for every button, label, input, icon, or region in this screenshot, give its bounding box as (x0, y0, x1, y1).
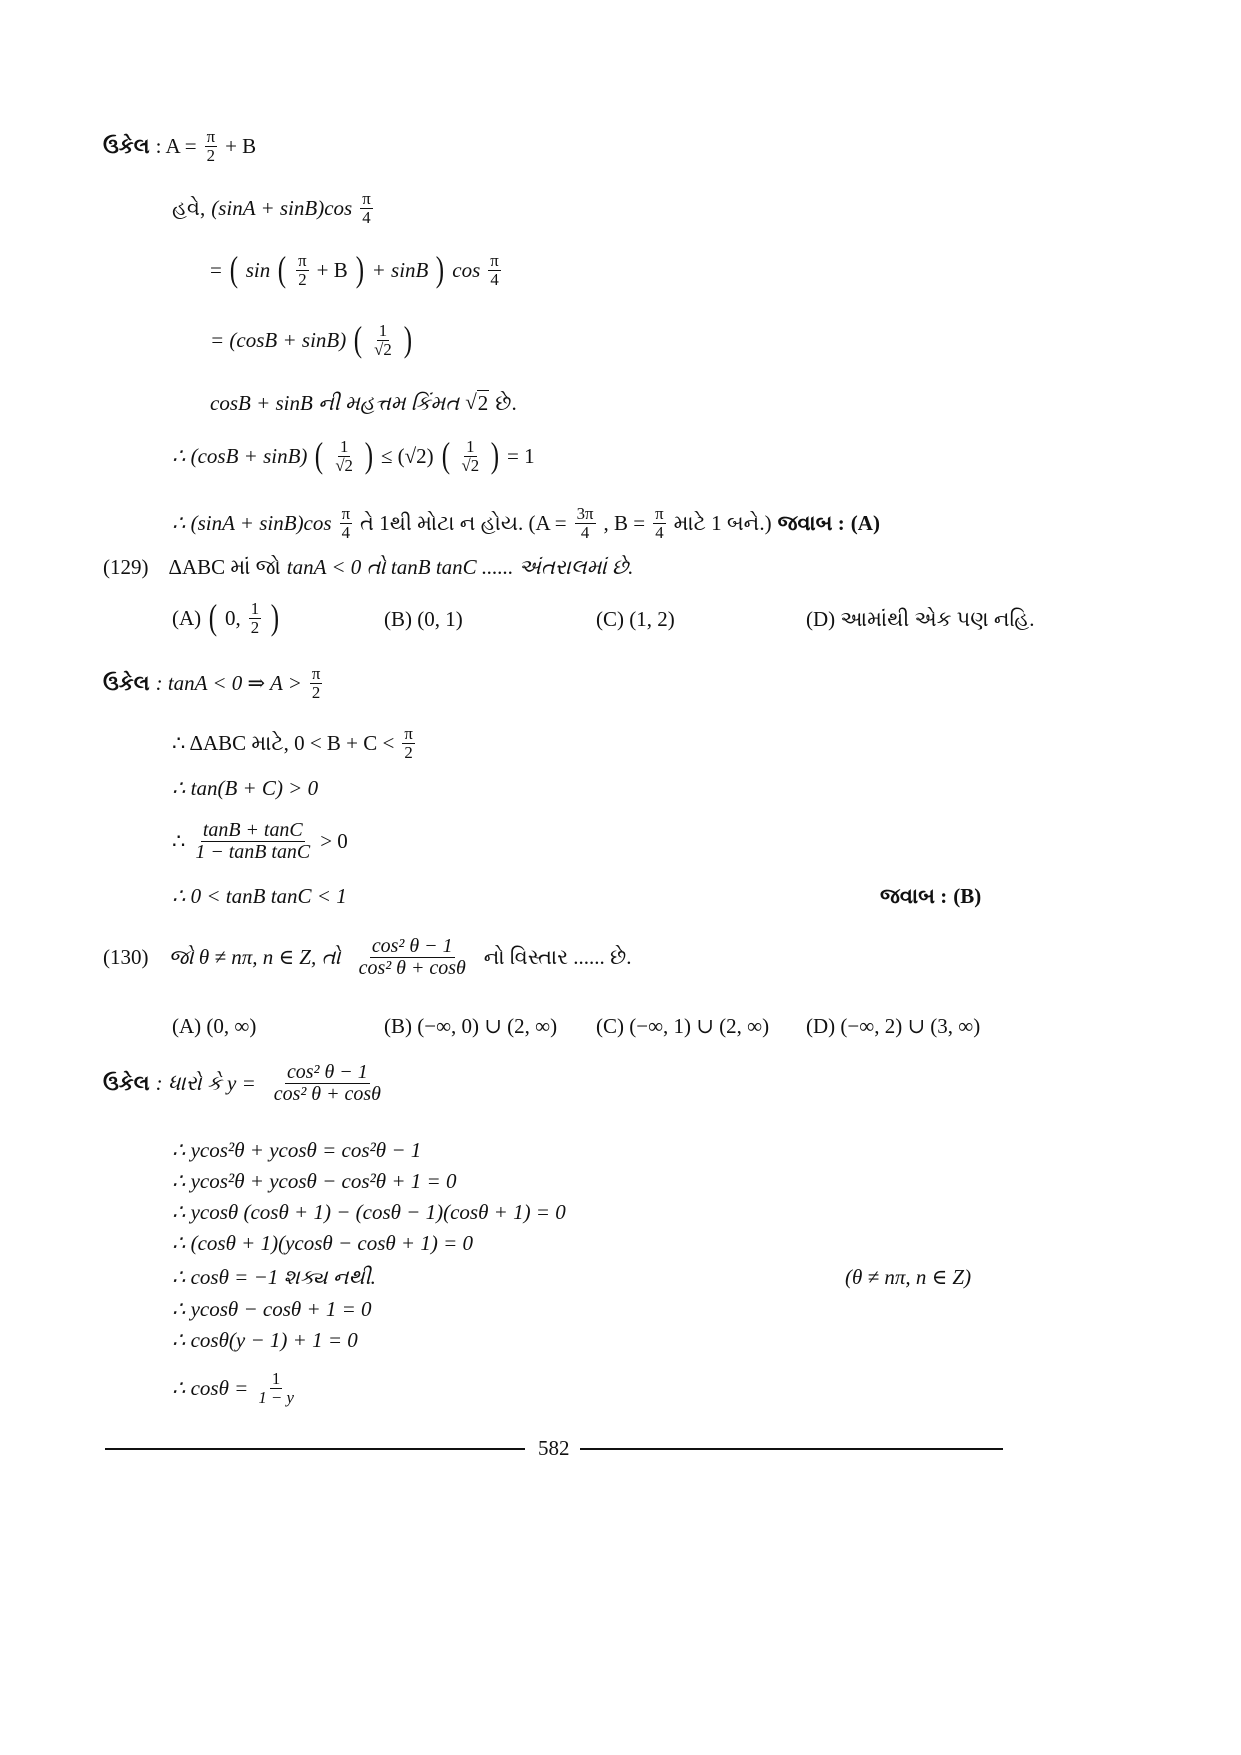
page-number: 582 (538, 1436, 570, 1460)
sol129-line4: ∴ $\frac{\tan B + \tan C}{\text{1 − tanB tanC}}$ > 0 (172, 819, 348, 863)
answer-label: જવાબ : (777, 511, 845, 536)
question-number: (129) (103, 555, 149, 579)
q130-option-d: (D) (−∞, 2) ∪ (3, ∞) (806, 1014, 981, 1038)
answer-label: જવાબ : (880, 884, 948, 908)
sol130-step-5: ∴ cosθ = −1 શક્ય નથી. (172, 1265, 376, 1289)
sol130-step-1: ∴ ycos²θ + ycosθ = cos²θ − 1 (172, 1138, 422, 1162)
sol130-step-4: ∴ (cosθ + 1)(ycosθ − cosθ + 1) = 0 (172, 1231, 474, 1255)
solution-label: ઉકેલ (103, 671, 150, 696)
sol1-line5: cosB + sinB ની મહત્તમ કિંમત √ 2 છે. (210, 390, 517, 415)
sqrt-2: √ 2 (465, 390, 489, 415)
q130-text: (130) જો θ ≠ nπ, n ∈ Z, તો $\frac{\text{cos² θ − 1}}{\text{cos² θ + cosθ}}$ નો વિસ્તાર ...... છે. (103, 935, 632, 979)
q130-option-b: (B) (−∞, 0) ∪ (2, ∞) (384, 1014, 558, 1038)
sol1-line2: હવે, (sinA + sinB)cos $\frac{\pi}{4}$ (172, 189, 371, 227)
sol130-step-2: ∴ ycos²θ + ycosθ − cos²θ + 1 = 0 (172, 1169, 457, 1193)
q129-option-b: (B) (0, 1) (384, 607, 463, 631)
sol129-line2: ∴ ΔABC માટે, 0 < B + C < $\frac{\pi}{2}$ (172, 724, 413, 762)
q129-option-a: (A) ( 0, $\frac{1}{2}$ ) (172, 597, 280, 638)
pi-over-2: $\frac{\pi}{2}$ (206, 127, 216, 165)
sol1-line6: ∴ (cosB + sinB) ( $\frac{1}{√2}$ ) ≤ (√2) ( $\frac{1}{√2}$ ) = 1 (172, 435, 535, 476)
sol1-line4: = (cosB + sinB) ( $\frac{1}{√2}$ ) (210, 319, 412, 360)
sol129-line5: ∴ 0 < tanB tanC < 1 (172, 884, 347, 908)
sol129-line3: ∴ tan(B + C) > 0 (172, 776, 319, 800)
sol130-step-3: ∴ ycosθ (cosθ + 1) − (cosθ − 1)(cosθ + 1) = 0 (172, 1200, 566, 1224)
q129-option-d: (D) આમાંથી એક પણ નહિ. (806, 607, 1035, 631)
sol130-step-6: ∴ ycosθ − cosθ + 1 = 0 (172, 1297, 372, 1321)
q129-option-c: (C) (1, 2) (596, 607, 675, 631)
question-number: (130) (103, 945, 149, 970)
q130-option-c: (C) (−∞, 1) ∪ (2, ∞) (596, 1014, 770, 1038)
sol130-step-5-note: (θ ≠ nπ, n ∈ Z) (845, 1265, 972, 1289)
sol130-line1: ઉકેલ : ધારો કે y = $\frac{\text{cos² θ − 1}}{\text{cos² θ + cosθ}}$ (103, 1061, 381, 1105)
pi-over-4: $\frac{\pi}{4}$ (362, 189, 371, 227)
sol130-step-7: ∴ cosθ(y − 1) + 1 = 0 (172, 1328, 358, 1352)
q130-option-a: (A) (0, ∞) (172, 1014, 257, 1038)
answer: (B) (953, 884, 982, 908)
footer-rule-right (580, 1448, 1003, 1450)
sol1-line7: ∴ (sinA + sinB)cos $\frac{\pi}{4}$ તે 1થી મોટા ન હોય. (A = $\frac{3\pi}{4}$ , B = $\frac{\pi}{4}$ માટે 1 બને.) જવાબ : (A) (172, 504, 880, 542)
solution-label: ઉકેલ (103, 134, 150, 159)
sol1-line3: = ( sin ( $\frac{\pi}{2}$ + B ) + sinB ) cos $\frac{\pi}{4}$ (210, 249, 499, 290)
sol129-line1: ઉકેલ : tanA < 0 ⇒ A > $\frac{\pi}{2}$ (103, 664, 321, 702)
solution-label: ઉકેલ (103, 1071, 150, 1096)
sol129-answer (880, 884, 981, 908)
sol130-last: ∴ cosθ = $\frac{1}{1 - y}$ (172, 1369, 294, 1407)
footer-rule-left (105, 1448, 525, 1450)
answer: (A) (850, 511, 880, 536)
sol1-line1: ઉકેલ : A = $\frac{\pi}{2}$ + B (103, 127, 257, 165)
q129-text: (129) ΔABC માં જો tanA < 0 તો tanB tanC ...... અંતરાલમાં છે. (103, 555, 634, 579)
